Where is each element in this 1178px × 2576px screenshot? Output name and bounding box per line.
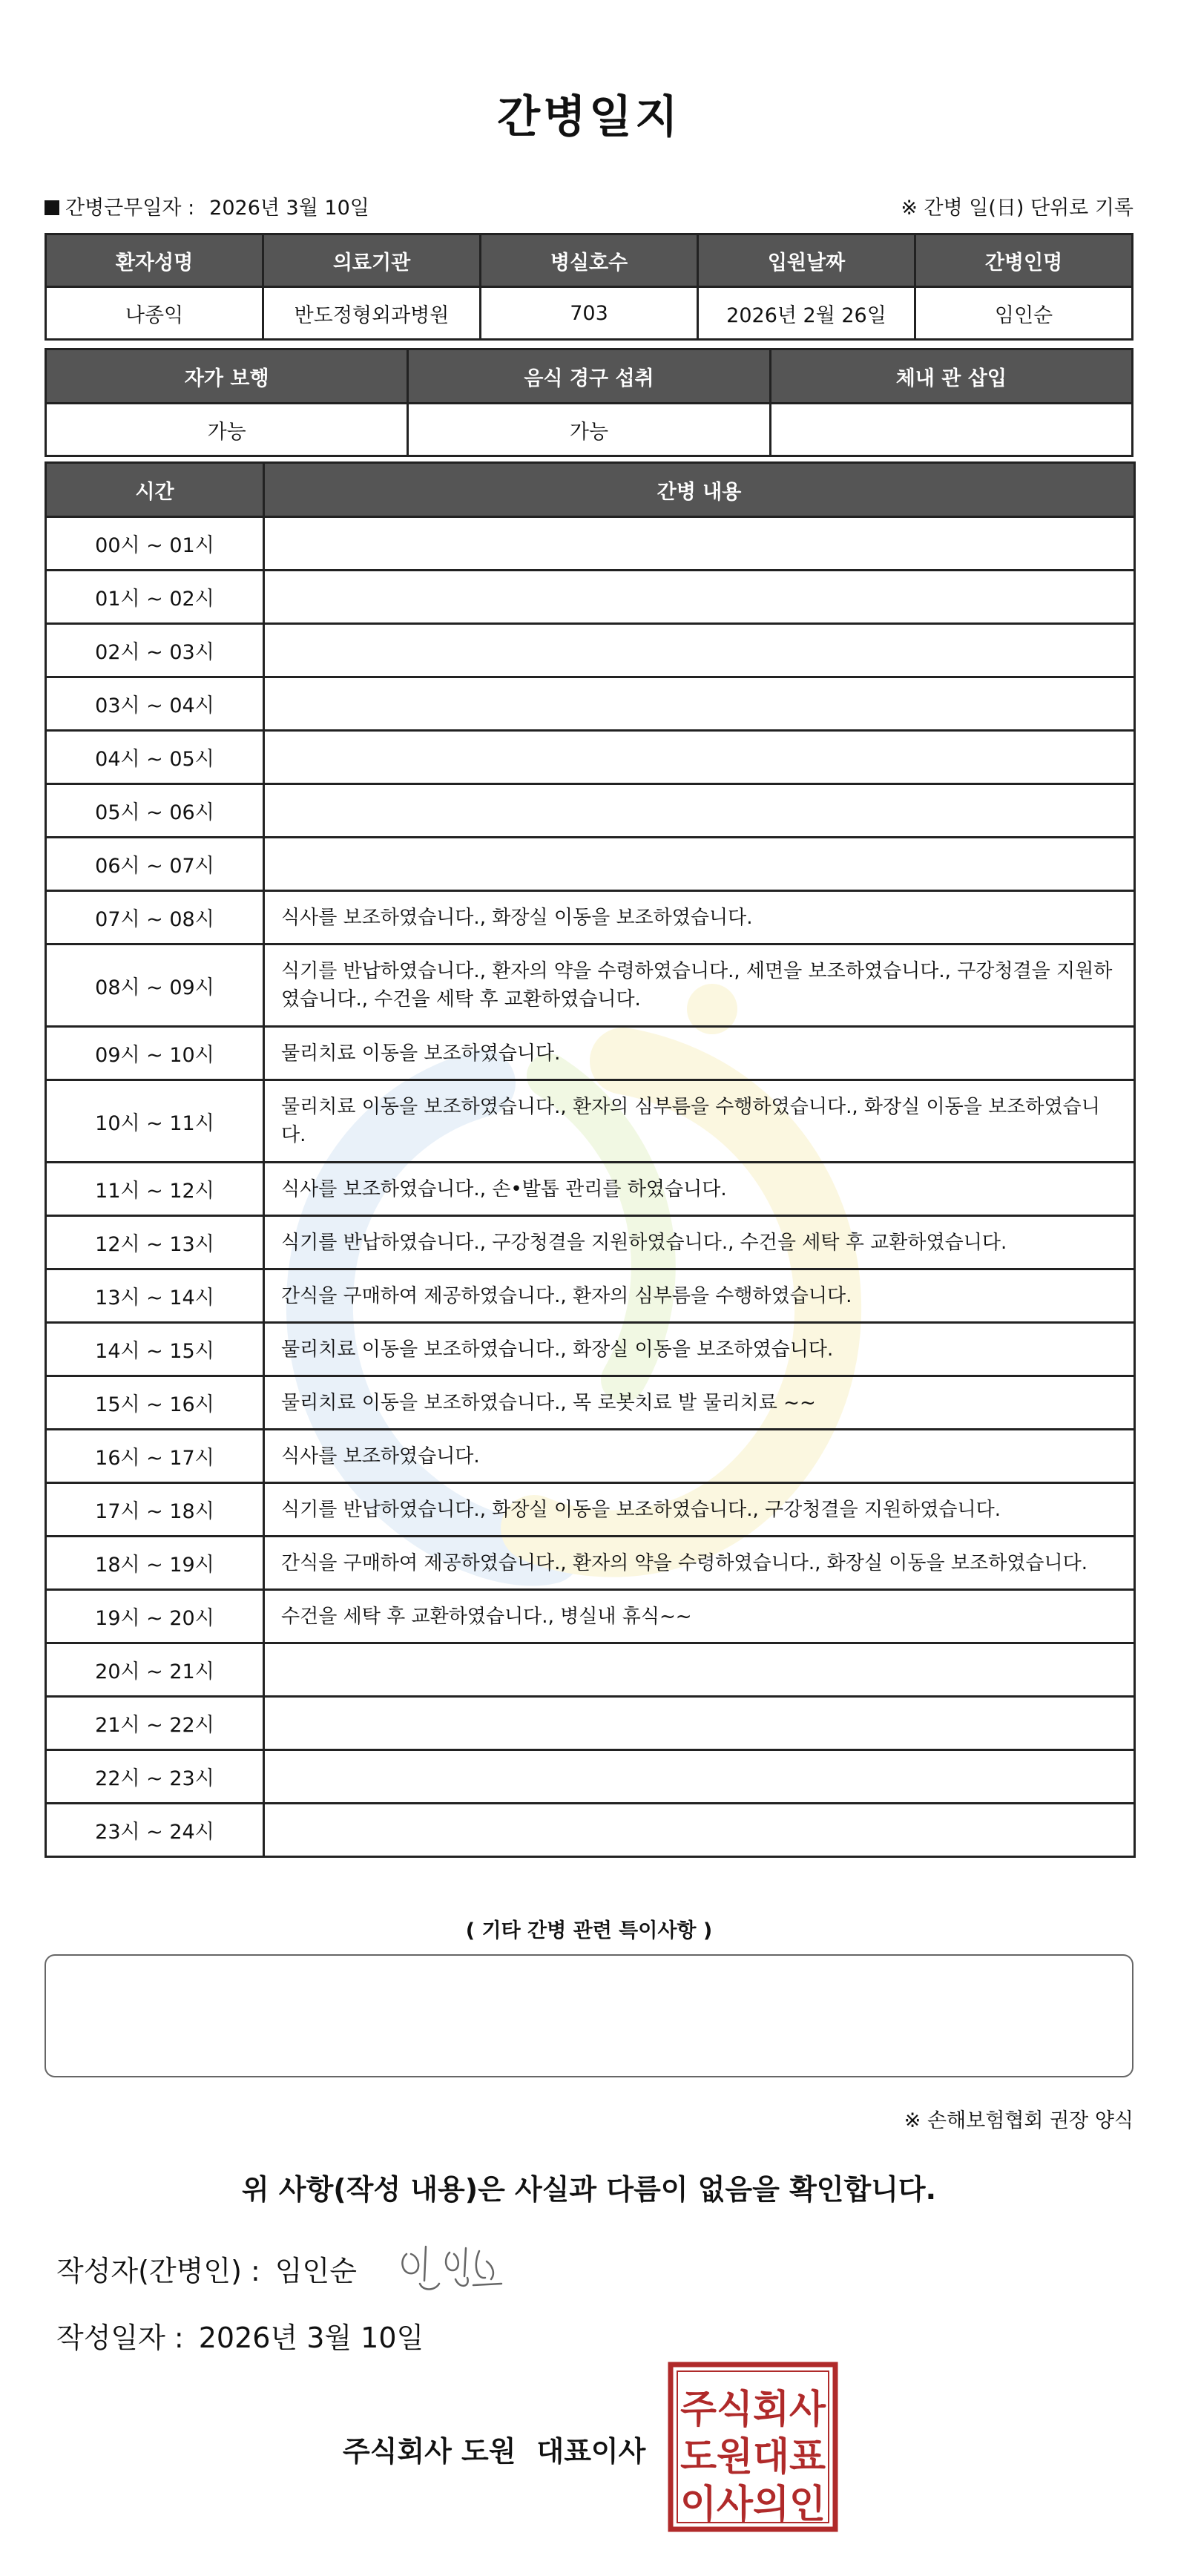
care-content-cell — [264, 624, 1135, 677]
patient-name-value: 나종익 — [46, 287, 263, 340]
time-slot-cell: 17시 ~ 18시 — [46, 1483, 264, 1537]
table-row — [46, 1323, 1135, 1376]
tube-insertion-value — [770, 404, 1132, 456]
care-content-cell: 식사를 보조하였습니다. — [264, 1430, 1135, 1483]
care-content-cell — [264, 731, 1135, 784]
room-number-header: 병실호수 — [481, 234, 698, 287]
care-content-cell — [264, 1804, 1135, 1857]
write-date-line — [56, 2315, 424, 2356]
care-content-cell: 물리치료 이동을 보조하였습니다., 목 로봇치료 발 물리치료 ~~ — [264, 1376, 1135, 1430]
care-log-header-row — [46, 463, 1135, 517]
table-row — [46, 1027, 1135, 1080]
care-content-cell: 물리치료 이동을 보조하였습니다., 화장실 이동을 보조하였습니다. — [264, 1323, 1135, 1376]
table-row — [46, 1430, 1135, 1483]
time-slot-cell: 16시 ~ 17시 — [46, 1430, 264, 1483]
table-row — [46, 1216, 1135, 1269]
care-content-cell: 간식을 구매하여 제공하였습니다., 환자의 약을 수령하였습니다., 화장실 이동을 보조하였습니다. — [264, 1537, 1135, 1590]
time-slot-cell: 05시 ~ 06시 — [46, 784, 264, 838]
care-content-cell — [264, 1750, 1135, 1804]
time-slot-cell: 12시 ~ 13시 — [46, 1216, 264, 1269]
self-walking-header: 자가 보행 — [46, 349, 408, 404]
time-slot-cell: 03시 ~ 04시 — [46, 677, 264, 731]
time-slot-cell: 14시 ~ 15시 — [46, 1323, 264, 1376]
time-slot-cell: 15시 ~ 16시 — [46, 1376, 264, 1430]
care-content-cell — [264, 571, 1135, 624]
page-title: 간병일지 — [497, 91, 681, 143]
care-content-cell — [264, 784, 1135, 838]
company-seal — [668, 2362, 838, 2532]
time-slot-cell: 20시 ~ 21시 — [46, 1643, 264, 1697]
table-row — [46, 1080, 1135, 1163]
time-slot-cell: 11시 ~ 12시 — [46, 1163, 264, 1216]
care-content-cell: 식기를 반납하였습니다., 환자의 약을 수령하였습니다., 세면을 보조하였습니다., 구강청결을 지원하였습니다., 수건을 세탁 후 교환하였습니다. — [264, 944, 1135, 1027]
admission-date-header: 입원날짜 — [698, 234, 915, 287]
table-row — [46, 571, 1135, 624]
table-row — [46, 1537, 1135, 1590]
square-bullet-icon — [45, 200, 59, 215]
remarks-box — [45, 1954, 1133, 2077]
care-content-cell: 식사를 보조하였습니다., 손•발톱 관리를 하였습니다. — [264, 1163, 1135, 1216]
table-row — [46, 1376, 1135, 1430]
table-row — [46, 731, 1135, 784]
patient-info-table — [45, 233, 1133, 341]
time-slot-cell: 19시 ~ 20시 — [46, 1590, 264, 1643]
oral-intake-value: 가능 — [408, 404, 770, 456]
patient-info-header-row — [46, 234, 1133, 287]
admission-date-value: 2026년 2월 26일 — [698, 287, 915, 340]
company-representative-title: 대표이사 — [536, 2435, 646, 2468]
patient-status-table — [45, 348, 1133, 457]
time-slot-cell: 13시 ~ 14시 — [46, 1269, 264, 1323]
table-row — [46, 944, 1135, 1027]
table-row — [46, 1697, 1135, 1750]
time-column-header: 시간 — [46, 463, 264, 517]
self-walking-value: 가능 — [46, 404, 408, 456]
time-slot-cell: 18시 ~ 19시 — [46, 1537, 264, 1590]
care-content-cell — [264, 677, 1135, 731]
time-slot-cell: 01시 ~ 02시 — [46, 571, 264, 624]
room-number-value: 703 — [481, 287, 698, 340]
time-slot-cell: 07시 ~ 08시 — [46, 891, 264, 944]
care-content-cell: 식기를 반납하였습니다., 화장실 이동을 보조하였습니다., 구강청결을 지원하였습니다. — [264, 1483, 1135, 1537]
patient-info-value-row — [46, 287, 1133, 340]
table-row — [46, 1804, 1135, 1857]
table-row — [46, 784, 1135, 838]
care-content-cell — [264, 838, 1135, 891]
work-date-line — [45, 191, 369, 220]
work-date-label: 간병근무일자 : — [65, 197, 195, 220]
tube-insertion-header: 체내 관 삽입 — [770, 349, 1132, 404]
table-row — [46, 838, 1135, 891]
care-content-cell: 식사를 보조하였습니다., 화장실 이동을 보조하였습니다. — [264, 891, 1135, 944]
time-slot-cell: 06시 ~ 07시 — [46, 838, 264, 891]
seal-text-line-2: 도원대표 — [680, 2435, 826, 2480]
form-source-note: ※ 손해보험협회 권장 양식 — [904, 2109, 1133, 2132]
caregiver-name-header: 간병인명 — [915, 234, 1133, 287]
write-date-value: 2026년 3월 10일 — [198, 2322, 424, 2354]
patient-status-value-row — [46, 404, 1133, 456]
record-unit-note: ※ 간병 일(日) 단위로 기록 — [901, 197, 1133, 220]
writer-line — [56, 2248, 357, 2289]
time-slot-cell: 04시 ~ 05시 — [46, 731, 264, 784]
seal-text-line-3: 이사의인 — [680, 2483, 826, 2527]
company-line — [343, 2428, 645, 2469]
patient-name-header: 환자성명 — [46, 234, 263, 287]
oral-intake-header: 음식 경구 섭취 — [408, 349, 770, 404]
time-slot-cell: 21시 ~ 22시 — [46, 1697, 264, 1750]
table-row — [46, 624, 1135, 677]
patient-status-header-row — [46, 349, 1133, 404]
work-date-value: 2026년 3월 10일 — [209, 197, 369, 220]
writer-label: 작성자(간병인) : — [56, 2255, 260, 2287]
handwritten-signature — [393, 2232, 504, 2299]
care-content-cell: 수건을 세탁 후 교환하였습니다., 병실내 휴식~~ — [264, 1590, 1135, 1643]
time-slot-cell: 02시 ~ 03시 — [46, 624, 264, 677]
care-content-cell — [264, 517, 1135, 571]
table-row — [46, 677, 1135, 731]
content-column-header: 간병 내용 — [264, 463, 1135, 517]
table-row — [46, 1163, 1135, 1216]
care-log-table — [45, 461, 1136, 1858]
write-date-label: 작성일자 : — [56, 2322, 184, 2354]
care-content-cell — [264, 1697, 1135, 1750]
hospital-value: 반도정형외과병원 — [263, 287, 481, 340]
care-content-cell: 간식을 구매하여 제공하였습니다., 환자의 심부름을 수행하였습니다. — [264, 1269, 1135, 1323]
confirmation-statement: 위 사항(작성 내용)은 사실과 다름이 없음을 확인합니다. — [241, 2173, 937, 2206]
table-row — [46, 1483, 1135, 1537]
caregiver-name-value: 임인순 — [915, 287, 1133, 340]
table-row — [46, 1269, 1135, 1323]
hospital-header: 의료기관 — [263, 234, 481, 287]
writer-name: 임인순 — [274, 2255, 357, 2287]
care-content-cell — [264, 1643, 1135, 1697]
table-row — [46, 1643, 1135, 1697]
time-slot-cell: 08시 ~ 09시 — [46, 944, 264, 1027]
remarks-title: ( 기타 간병 관련 특이사항 ) — [465, 1919, 713, 1942]
time-slot-cell: 22시 ~ 23시 — [46, 1750, 264, 1804]
time-slot-cell: 09시 ~ 10시 — [46, 1027, 264, 1080]
seal-text-line-1: 주식회사 — [680, 2388, 826, 2432]
time-slot-cell: 10시 ~ 11시 — [46, 1080, 264, 1163]
table-row — [46, 517, 1135, 571]
time-slot-cell: 00시 ~ 01시 — [46, 517, 264, 571]
time-slot-cell: 23시 ~ 24시 — [46, 1804, 264, 1857]
care-content-cell: 물리치료 이동을 보조하였습니다. — [264, 1027, 1135, 1080]
table-row — [46, 1750, 1135, 1804]
care-content-cell: 식기를 반납하였습니다., 구강청결을 지원하였습니다., 수건을 세탁 후 교환하였습니다. — [264, 1216, 1135, 1269]
table-row — [46, 891, 1135, 944]
table-row — [46, 1590, 1135, 1643]
company-name: 주식회사 도원 — [343, 2435, 516, 2468]
care-content-cell: 물리치료 이동을 보조하였습니다., 환자의 심부름을 수행하였습니다., 화장실 이동을 보조하였습니다. — [264, 1080, 1135, 1163]
